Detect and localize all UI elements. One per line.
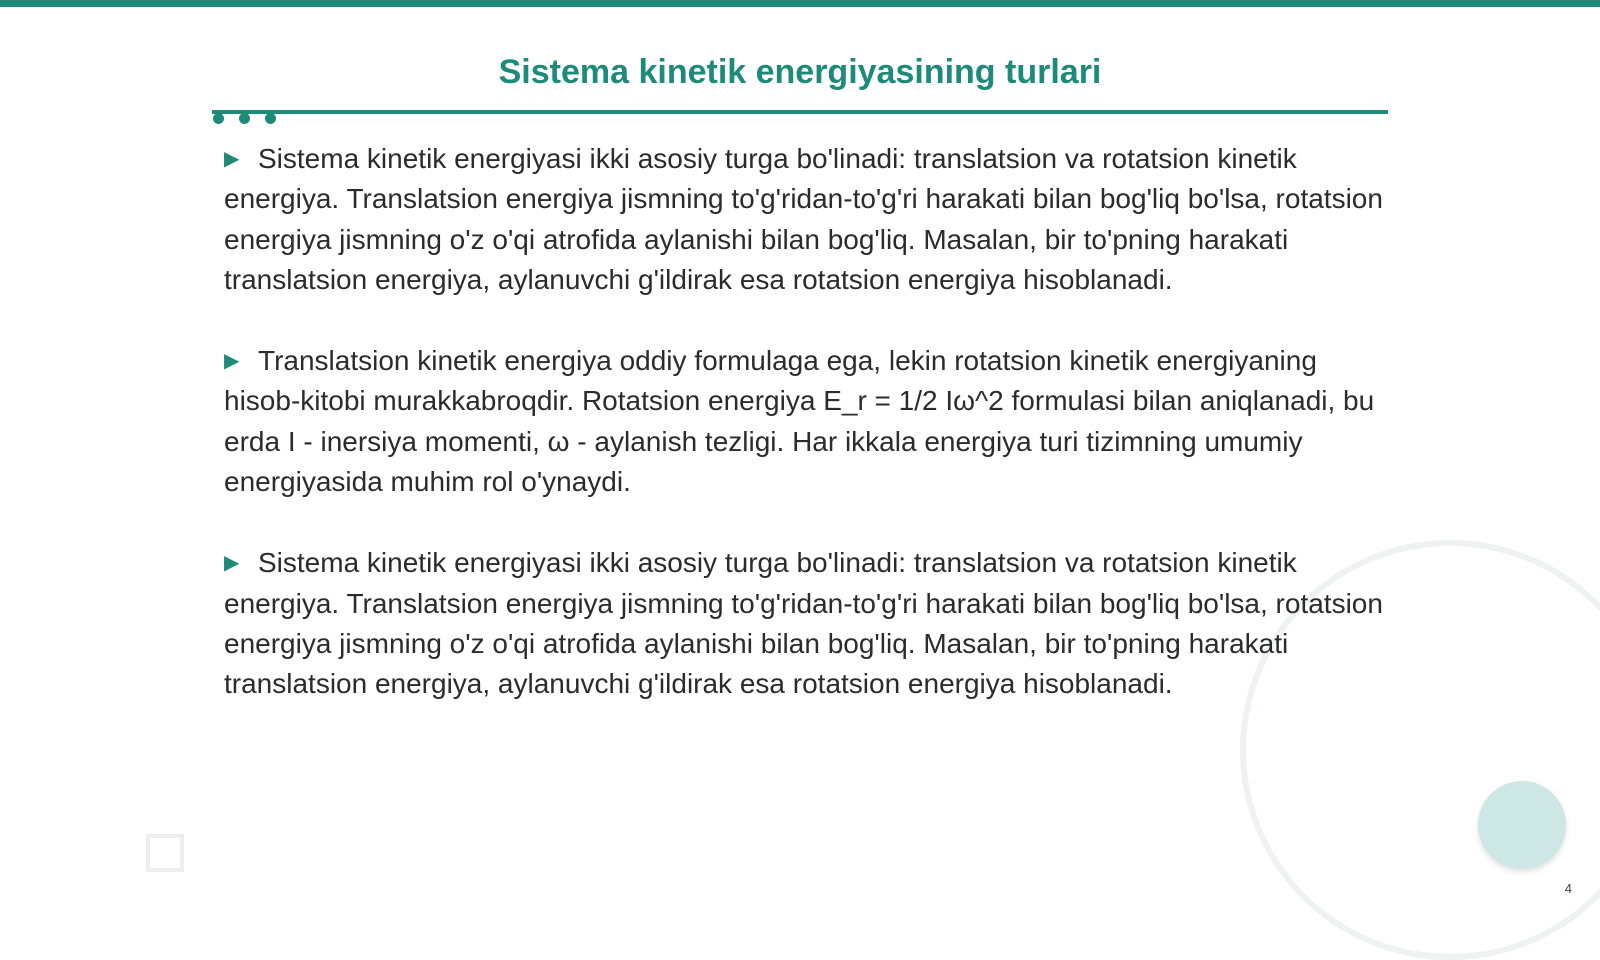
decorative-square	[146, 834, 184, 872]
slide-title: Sistema kinetik energiyasining turlari	[498, 53, 1102, 91]
top-accent-bar	[0, 0, 1600, 7]
title-underline	[212, 110, 1388, 114]
bullet-paragraph	[224, 543, 1394, 704]
underline-dot	[239, 113, 250, 124]
play-triangle-icon: ▶	[224, 350, 240, 373]
bullet-paragraph	[224, 139, 1394, 300]
bullet-text: Sistema kinetik energiyasi ikki asosiy turga bo'linadi: translatsion va rotatsion kinetik energiya. Translatsion energiya jismning to'g'ridan-to'g'ri harakati bilan bog'liq bo'lsa, rotatsion energiya jismning o'z o'qi atrofida aylanishi bilan bog'liq. Masalan, bir to'pning harakati translatsion energiya, aylanuvchi g'ildirak esa rotatsion energiya hisoblanadi.	[224, 143, 1383, 295]
decorative-circle	[1478, 781, 1566, 869]
play-triangle-icon: ▶	[224, 148, 240, 170]
underline-dot	[265, 113, 276, 124]
underline-dot	[213, 113, 224, 124]
play-triangle-icon: ▶	[224, 552, 240, 575]
bullet-text: Sistema kinetik energiyasi ikki asosiy turga bo'linadi: translatsion va rotatsion kinetik energiya. Translatsion energiya jismning to'g'ridan-to'g'ri harakati bilan bog'liq bo'lsa, rotatsion energiya jismning o'z o'qi atrofida aylanishi bilan bog'liq. Masalan, bir to'pning harakati translatsion energiya, aylanuvchi g'ildirak esa rotatsion energiya hisoblanadi.	[224, 547, 1383, 700]
slide-body	[224, 139, 1394, 746]
page-number: 4	[1564, 881, 1572, 896]
bullet-text: Translatsion kinetik energiya oddiy formulaga ega, lekin rotatsion kinetik energiyaning hisob-kitobi murakkabroqdir. Rotatsion energiya E_r = 1/2 Iω^2 formulasi bilan aniqlanadi, bu erda I - inersiya momenti, ω - aylanish tezligi. Har ikkala energiya turi tizimning umumiy energiyasida muhim rol o'ynaydi.	[224, 345, 1375, 498]
bullet-paragraph	[224, 341, 1394, 502]
